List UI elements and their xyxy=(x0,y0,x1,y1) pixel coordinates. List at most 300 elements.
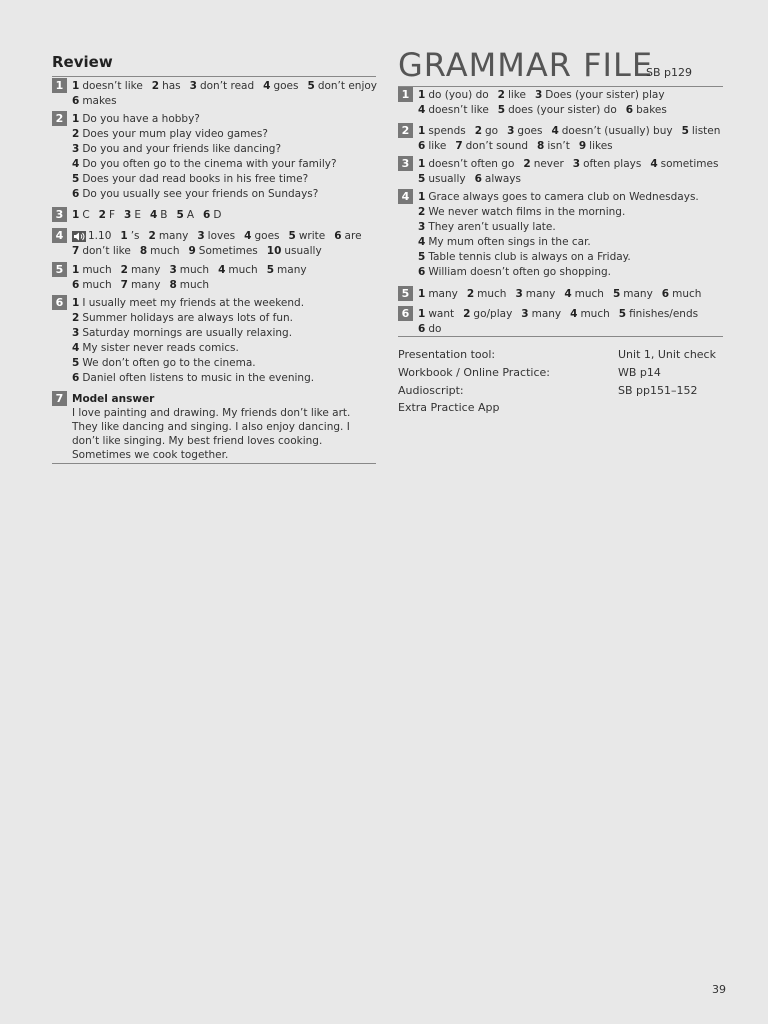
answer-number: 1 xyxy=(120,230,128,242)
answer-number: 6 xyxy=(72,95,80,107)
grammar-file-reference: SB p129 xyxy=(646,66,693,79)
answer-text: doesn’t like xyxy=(82,80,143,92)
answer-line xyxy=(72,371,376,386)
answer-text: makes xyxy=(82,95,117,107)
answer-line xyxy=(72,229,376,244)
answer-number: 1 xyxy=(418,308,426,320)
exercise-answers xyxy=(72,296,376,386)
answer-text: like xyxy=(428,140,447,152)
answer-item xyxy=(626,104,667,116)
grammar-file-heading: GRAMMAR FILE xyxy=(398,46,654,84)
answer-item xyxy=(72,158,337,170)
answer-item xyxy=(418,104,489,116)
exercise-answers xyxy=(72,392,376,462)
answer-number: 7 xyxy=(455,140,463,152)
answer-text: Saturday mornings are usually relaxing. xyxy=(82,327,293,339)
exercise-answers xyxy=(72,112,376,202)
exercise-number-badge: 3 xyxy=(398,156,413,171)
answer-item xyxy=(418,173,466,185)
answer-number: 1 xyxy=(418,288,426,300)
answer-number: 1 xyxy=(72,264,80,276)
answer-item xyxy=(551,125,672,137)
answer-item xyxy=(289,230,326,242)
answer-number: 3 xyxy=(72,143,80,155)
answer-line xyxy=(418,235,722,250)
answer-number: 1 xyxy=(418,191,426,203)
exercise-number-badge: 5 xyxy=(52,262,67,277)
answer-item xyxy=(463,308,512,320)
answer-text: listen xyxy=(691,125,721,137)
model-answer-text: I love painting and drawing. My friends don’t like art. They like dancing and singing. I also enjoy dancing. I don’t like singing. My best friend loves cooking. Sometimes we cook together. xyxy=(72,407,351,461)
answer-text: never xyxy=(533,158,564,170)
answer-text: goes xyxy=(517,125,543,137)
answer-item xyxy=(121,279,161,291)
answer-number: 1 xyxy=(418,89,426,101)
answer-number: 1 xyxy=(72,80,80,92)
answer-item xyxy=(418,89,489,101)
answer-item xyxy=(573,158,642,170)
answer-text: much xyxy=(672,288,702,300)
answer-item xyxy=(72,312,293,324)
exercise-answers xyxy=(418,190,722,280)
grammar-file-top-rule xyxy=(398,86,723,87)
answer-item xyxy=(418,221,556,233)
exercise-answers xyxy=(418,124,722,154)
answer-text: has xyxy=(162,80,181,92)
answer-text: go xyxy=(485,125,499,137)
answer-number: 2 xyxy=(523,158,531,170)
answer-item xyxy=(72,143,281,155)
answer-line xyxy=(72,112,376,127)
answer-item xyxy=(455,140,528,152)
answer-text: Grace always goes to camera club on Wednesdays. xyxy=(428,191,699,203)
model-answer-heading: Model answer xyxy=(72,393,155,405)
answer-number: 6 xyxy=(334,230,342,242)
answer-item xyxy=(475,173,521,185)
answer-number: 6 xyxy=(72,188,80,200)
review-top-rule xyxy=(52,76,376,77)
answer-text: isn’t xyxy=(547,140,570,152)
answer-item xyxy=(418,125,466,137)
answer-number: 4 xyxy=(72,342,80,354)
answer-text: Do you usually see your friends on Sundays? xyxy=(82,188,319,200)
answer-number: 3 xyxy=(515,288,523,300)
answer-number: 8 xyxy=(139,245,148,257)
answer-number: 9 xyxy=(578,140,587,152)
answer-item xyxy=(650,158,718,170)
answer-item xyxy=(467,288,507,300)
answer-item xyxy=(498,104,617,116)
answer-number: 4 xyxy=(72,158,80,170)
answer-item xyxy=(521,308,561,320)
answer-number: 4 xyxy=(418,236,426,248)
answer-item xyxy=(267,264,307,276)
answer-line xyxy=(418,287,722,302)
answer-item xyxy=(72,327,292,339)
answer-text: sometimes xyxy=(660,158,719,170)
exercise-number-badge: 5 xyxy=(398,286,413,301)
answer-number: 6 xyxy=(203,209,211,221)
answer-text: My mum often sings in the car. xyxy=(428,236,591,248)
answer-number: 4 xyxy=(650,158,658,170)
answer-text: much xyxy=(82,264,112,276)
answer-number: 5 xyxy=(612,288,621,300)
answer-item xyxy=(418,308,454,320)
answer-line xyxy=(72,157,376,172)
answer-text: much xyxy=(150,245,180,257)
answer-number: 3 xyxy=(189,80,197,92)
answer-line xyxy=(72,356,376,371)
answer-text: We don’t often go to the cinema. xyxy=(82,357,256,369)
answer-text: goes xyxy=(273,80,299,92)
answer-number: 4 xyxy=(244,230,252,242)
answer-number: 6 xyxy=(625,104,634,116)
answer-item xyxy=(72,80,143,92)
answer-item xyxy=(535,89,665,101)
answer-item xyxy=(72,264,112,276)
answer-number: 4 xyxy=(218,264,226,276)
answer-line xyxy=(72,142,376,157)
exercise-number-badge: 7 xyxy=(52,391,67,406)
answer-number: 1 xyxy=(72,297,80,309)
answer-number: 5 xyxy=(418,173,426,185)
answer-line xyxy=(72,341,376,356)
answer-line xyxy=(418,322,722,337)
answer-number: 9 xyxy=(188,245,196,257)
answer-item xyxy=(308,80,378,92)
exercise-number-badge: 2 xyxy=(52,111,67,126)
answer-number: 5 xyxy=(618,308,627,320)
exercise-answers xyxy=(418,287,722,302)
answer-line xyxy=(72,326,376,341)
answer-text: many xyxy=(130,264,161,276)
answer-text: Daniel often listens to music in the evening. xyxy=(82,372,315,384)
answer-item xyxy=(662,288,702,300)
answer-text: does (your sister) do xyxy=(508,104,617,116)
answer-item xyxy=(334,230,361,242)
answer-item xyxy=(682,125,721,137)
answer-text: much xyxy=(179,279,210,291)
answer-text: William doesn’t often go shopping. xyxy=(428,266,611,278)
answer-text: always xyxy=(484,173,521,185)
answer-item xyxy=(72,128,268,140)
answer-line xyxy=(418,88,722,103)
answer-item xyxy=(418,158,514,170)
answer-number: 8 xyxy=(537,140,545,152)
answer-item xyxy=(72,209,90,221)
answer-number: 1 xyxy=(418,158,426,170)
answer-number: 5 xyxy=(266,264,275,276)
exercise-answers xyxy=(72,208,376,223)
answer-line xyxy=(418,265,722,280)
answer-item xyxy=(570,308,610,320)
answer-text: go/play xyxy=(473,308,513,320)
answer-item xyxy=(418,191,699,203)
resource-row xyxy=(398,399,723,416)
answer-number: 4 xyxy=(551,125,559,137)
answer-line xyxy=(72,311,376,326)
answer-text: Summer holidays are always lots of fun. xyxy=(82,312,294,324)
answer-item xyxy=(72,95,117,107)
answer-number: 2 xyxy=(72,128,80,140)
answer-text: E xyxy=(134,209,141,221)
exercise-number-badge: 1 xyxy=(52,78,67,93)
answer-item xyxy=(619,308,698,320)
answer-text: Does your mum play video games? xyxy=(82,128,268,140)
answer-text: doesn’t often go xyxy=(428,158,515,170)
answer-item xyxy=(124,209,141,221)
answer-item xyxy=(218,264,258,276)
answer-number: 6 xyxy=(418,140,426,152)
answer-line xyxy=(72,94,376,109)
resource-label: Workbook / Online Practice: xyxy=(398,366,550,379)
answer-text: ’s xyxy=(130,230,140,242)
answer-line xyxy=(418,157,722,172)
answer-number: 3 xyxy=(169,264,177,276)
answer-number: 4 xyxy=(564,288,572,300)
answer-number: 5 xyxy=(418,251,426,263)
answer-number: 3 xyxy=(521,308,529,320)
answer-number: 6 xyxy=(72,279,80,291)
answer-item xyxy=(203,209,221,221)
answer-item xyxy=(152,80,181,92)
answer-line xyxy=(72,263,376,278)
answer-number: 5 xyxy=(307,80,315,92)
answer-text: much xyxy=(574,288,604,300)
answer-line xyxy=(72,296,376,311)
resource-label: Audioscript: xyxy=(398,384,464,397)
answer-number: 2 xyxy=(463,308,471,320)
answer-line xyxy=(72,278,376,293)
exercise-number-badge: 4 xyxy=(398,189,413,204)
answer-number: 1 xyxy=(72,113,80,125)
answer-item xyxy=(418,251,631,263)
answer-item xyxy=(72,372,314,384)
answer-number: 7 xyxy=(72,245,80,257)
resource-value: Unit 1, Unit check xyxy=(618,348,716,361)
answer-text: want xyxy=(428,308,455,320)
answer-number: 5 xyxy=(72,357,80,369)
answer-item xyxy=(72,297,304,309)
answer-line xyxy=(418,250,722,265)
answer-line xyxy=(72,244,376,259)
exercise-answers xyxy=(418,307,722,337)
answer-number: 6 xyxy=(72,372,80,384)
answer-item xyxy=(418,140,446,152)
answer-text: don’t enjoy xyxy=(317,80,378,92)
answer-item xyxy=(177,209,195,221)
answer-number: 4 xyxy=(418,104,426,116)
answer-number: 4 xyxy=(570,308,578,320)
answer-text: much xyxy=(228,264,258,276)
exercise-number-badge: 2 xyxy=(398,123,413,138)
answer-text: don’t read xyxy=(199,80,255,92)
answer-item xyxy=(579,140,613,152)
answer-text: B xyxy=(160,209,168,221)
answer-text: I usually meet my friends at the weekend. xyxy=(82,297,305,309)
answer-text: do xyxy=(428,323,442,335)
answer-text: usually xyxy=(284,245,322,257)
answer-number: 3 xyxy=(72,327,80,339)
answer-item xyxy=(418,323,441,335)
answer-line xyxy=(72,127,376,142)
answer-item xyxy=(72,245,131,257)
answer-number: 5 xyxy=(681,125,689,137)
answer-number: 8 xyxy=(169,279,177,291)
answer-item xyxy=(418,266,611,278)
answer-text: many xyxy=(277,264,307,276)
answer-item xyxy=(169,264,209,276)
answer-text: many xyxy=(531,308,562,320)
exercise-answers xyxy=(418,157,722,187)
resource-value: SB pp151–152 xyxy=(618,384,698,397)
answer-line xyxy=(418,190,722,205)
exercise-number-badge: 4 xyxy=(52,228,67,243)
answer-item xyxy=(523,158,563,170)
answer-text: are xyxy=(344,230,362,242)
answer-number: 1 xyxy=(72,209,80,221)
answer-line xyxy=(418,139,722,154)
answer-text: many xyxy=(525,288,556,300)
resource-row xyxy=(398,364,723,381)
answer-text: likes xyxy=(589,140,613,152)
answer-number: 2 xyxy=(98,209,106,221)
answer-number: 1 xyxy=(418,125,426,137)
answer-item xyxy=(169,279,209,291)
answer-item xyxy=(263,80,298,92)
answer-number: 3 xyxy=(418,221,426,233)
answer-item xyxy=(267,245,322,257)
answer-text: Do you have a hobby? xyxy=(82,113,200,125)
answer-number: 6 xyxy=(474,173,482,185)
resource-row xyxy=(398,382,723,399)
answer-text: often plays xyxy=(583,158,642,170)
answer-text: C xyxy=(82,209,90,221)
answer-item xyxy=(140,245,180,257)
exercise-answers xyxy=(72,229,376,259)
answer-number: 6 xyxy=(418,323,426,335)
answer-text: finishes/ends xyxy=(629,308,699,320)
answer-item xyxy=(188,245,257,257)
answer-item xyxy=(418,206,625,218)
answer-number: 3 xyxy=(534,89,543,101)
exercise-answers xyxy=(72,79,376,109)
answer-number: 2 xyxy=(148,230,156,242)
resource-label: Extra Practice App xyxy=(398,401,500,414)
answer-line xyxy=(72,187,376,202)
answer-text: much xyxy=(82,279,112,291)
answer-number: 3 xyxy=(572,158,581,170)
review-bottom-rule xyxy=(52,463,376,464)
answer-line xyxy=(72,172,376,187)
answer-number: 3 xyxy=(507,125,515,137)
answer-item xyxy=(475,125,498,137)
answer-item xyxy=(418,288,458,300)
exercise-number-badge: 3 xyxy=(52,207,67,222)
answer-text: Do you and your friends like dancing? xyxy=(82,143,282,155)
answer-text: many xyxy=(130,279,161,291)
resource-row xyxy=(398,346,723,363)
answer-line xyxy=(418,307,722,322)
answer-text: They aren’t usually late. xyxy=(428,221,556,233)
answer-number: 6 xyxy=(661,288,670,300)
answer-text: Sometimes xyxy=(198,245,258,257)
review-heading: Review xyxy=(52,53,113,71)
answer-number: 3 xyxy=(197,230,205,242)
answer-number: 5 xyxy=(497,104,506,116)
answer-item xyxy=(72,113,200,125)
audio-speaker-icon[interactable] xyxy=(72,231,86,242)
answer-line xyxy=(418,172,722,187)
answer-text: Do you often go to the cinema with your family? xyxy=(82,158,337,170)
answer-number: 4 xyxy=(263,80,271,92)
answer-item xyxy=(418,236,591,248)
resource-value: WB p14 xyxy=(618,366,661,379)
answer-text: much xyxy=(477,288,507,300)
exercise-number-badge: 6 xyxy=(398,306,413,321)
answer-text: bakes xyxy=(636,104,667,116)
answer-item xyxy=(613,288,653,300)
answer-line xyxy=(418,220,722,235)
answer-number: 5 xyxy=(288,230,296,242)
answer-item xyxy=(498,89,526,101)
answer-number: 10 xyxy=(266,245,282,257)
answer-text: usually xyxy=(428,173,466,185)
answer-item xyxy=(72,188,318,200)
answer-number: 6 xyxy=(418,266,426,278)
answer-text: Does (your sister) play xyxy=(545,89,665,101)
answer-text: many xyxy=(623,288,653,300)
answer-text: loves xyxy=(207,230,236,242)
answer-item xyxy=(197,230,235,242)
answer-text: don’t sound xyxy=(465,140,529,152)
answer-number: 2 xyxy=(418,206,426,218)
answer-item xyxy=(121,264,161,276)
answer-line xyxy=(72,79,376,94)
exercise-answers xyxy=(72,263,376,293)
answer-item xyxy=(150,209,168,221)
answer-number: 4 xyxy=(149,209,158,221)
answer-text: much xyxy=(580,308,610,320)
answer-text: Does your dad read books in his free time? xyxy=(82,173,309,185)
answer-number: 3 xyxy=(124,209,132,221)
answer-text: goes xyxy=(254,230,280,242)
page-number: 39 xyxy=(712,983,726,996)
answer-text: F xyxy=(108,209,116,221)
exercise-number-badge: 6 xyxy=(52,295,67,310)
answer-number: 2 xyxy=(497,89,505,101)
answer-number: 5 xyxy=(176,209,184,221)
answer-text: write xyxy=(298,230,326,242)
answer-item xyxy=(190,80,255,92)
answer-text: do (you) do xyxy=(428,89,489,101)
answer-item xyxy=(72,279,112,291)
answer-item xyxy=(564,288,604,300)
answer-text: spends xyxy=(428,125,466,137)
answer-line xyxy=(418,205,722,220)
answer-text: many xyxy=(428,288,458,300)
answer-text: don’t like xyxy=(82,245,131,257)
answer-number: 7 xyxy=(120,279,128,291)
answer-text: much xyxy=(179,264,210,276)
answer-line xyxy=(418,103,722,118)
answer-item xyxy=(99,209,115,221)
answer-line xyxy=(72,208,376,223)
answer-number: 2 xyxy=(72,312,80,324)
answer-item xyxy=(149,230,189,242)
answer-text: D xyxy=(213,209,222,221)
answer-item xyxy=(507,125,542,137)
